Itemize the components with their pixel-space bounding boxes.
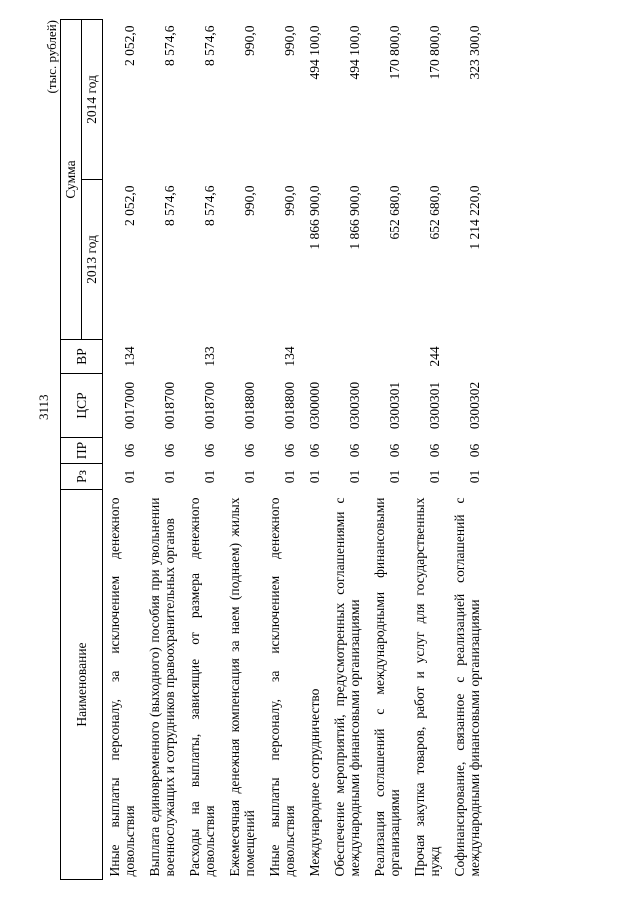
- row-sum-2013: 8 574,6: [162, 185, 177, 226]
- header-vr: ВР: [61, 340, 103, 374]
- row-pr: 06: [387, 443, 402, 458]
- table-row: [143, 19, 183, 879]
- row-csr: 0018800: [242, 381, 257, 430]
- row-rz: 01: [202, 469, 217, 484]
- units-note: (тыс. рублей): [44, 20, 59, 94]
- budget-table: [60, 19, 488, 880]
- header-name: Наименование: [61, 490, 103, 880]
- row-name: Прочая закупка товаров, работ и услуг для государственных нужд: [412, 497, 442, 877]
- row-pr: 06: [202, 443, 217, 458]
- table-row: [448, 19, 488, 879]
- table-header: [61, 19, 103, 879]
- row-sum-2013: 990,0: [242, 185, 257, 216]
- row-vr: 244: [427, 346, 442, 367]
- row-name: Софинансирование, связанное с реализацией соглашений с международными финансовыми организациями: [452, 497, 482, 877]
- row-vr: 133: [202, 346, 217, 367]
- row-csr: 0017000: [122, 381, 137, 430]
- row-pr: 06: [282, 443, 297, 458]
- row-csr: 0018800: [282, 381, 297, 430]
- header-year-2013: 2013 год: [82, 180, 103, 340]
- row-csr: 0300000: [307, 381, 322, 430]
- row-pr: 06: [122, 443, 137, 458]
- row-vr: [368, 340, 408, 374]
- row-sum-2013: 2 052,0: [122, 185, 137, 226]
- row-sum-2014: 2 052,0: [122, 25, 137, 66]
- row-name: Выплата единовременного (выходного) пособия при увольнении военнослужащих и сотрудников правоохранительных органов: [147, 497, 177, 877]
- row-rz: 01: [427, 469, 442, 484]
- row-vr: [448, 340, 488, 374]
- table-row: [303, 19, 328, 879]
- row-pr: 06: [467, 443, 482, 458]
- row-sum-2013: 1 214 220,0: [467, 185, 482, 250]
- row-sum-2014: 990,0: [282, 25, 297, 56]
- row-sum-2013: 1 866 900,0: [307, 185, 322, 250]
- row-sum-2014: 494 100,0: [347, 25, 362, 80]
- row-rz: 01: [307, 469, 322, 484]
- row-sum-2014: 8 574,6: [202, 25, 217, 66]
- row-pr: 06: [242, 443, 257, 458]
- row-sum-2014: 170 800,0: [387, 25, 402, 80]
- row-name: Ежемесячная денежная компенсация за наем (поднаем) жилых помещений: [227, 497, 257, 877]
- row-csr: 0300301: [387, 381, 402, 430]
- row-rz: 01: [282, 469, 297, 484]
- row-csr: 0018700: [162, 381, 177, 430]
- row-csr: 0300302: [467, 381, 482, 430]
- header-rz: Рз: [61, 464, 103, 490]
- rotated-page-content: [16, 20, 636, 880]
- header-year-2014: 2014 год: [82, 19, 103, 179]
- row-sum-2014: 990,0: [242, 25, 257, 56]
- row-rz: 01: [122, 469, 137, 484]
- table-row: [408, 19, 448, 879]
- row-rz: 01: [387, 469, 402, 484]
- table-row: [328, 19, 368, 879]
- row-pr: 06: [347, 443, 362, 458]
- row-rz: 01: [347, 469, 362, 484]
- row-pr: 06: [162, 443, 177, 458]
- table-row: [183, 19, 223, 879]
- row-sum-2014: 323 300,0: [467, 25, 482, 80]
- row-name: Реализация соглашений с международными финансовыми организациями: [372, 497, 402, 877]
- row-sum-2013: 990,0: [282, 185, 297, 216]
- table-row: [223, 19, 263, 879]
- row-pr: 06: [307, 443, 322, 458]
- row-name: Международное сотрудничество: [307, 688, 322, 877]
- row-vr: 134: [122, 346, 137, 367]
- row-sum-2014: 494 100,0: [307, 25, 322, 80]
- row-sum-2014: 170 800,0: [427, 25, 442, 80]
- row-name: Иные выплаты персоналу, за исключением денежного довольствия: [267, 497, 297, 877]
- row-sum-2014: 8 574,6: [162, 25, 177, 66]
- row-vr: [223, 340, 263, 374]
- row-rz: 01: [242, 469, 257, 484]
- row-sum-2013: 652 680,0: [427, 185, 442, 240]
- table-body: [103, 19, 489, 879]
- row-vr: [328, 340, 368, 374]
- row-pr: 06: [427, 443, 442, 458]
- row-sum-2013: 1 866 900,0: [347, 185, 362, 250]
- header-sum: Сумма: [61, 19, 82, 339]
- row-rz: 01: [162, 469, 177, 484]
- header-csr: ЦСР: [61, 374, 103, 438]
- row-csr: 0300300: [347, 381, 362, 430]
- row-csr: 0300301: [427, 381, 442, 430]
- row-name: Обеспечение мероприятий, предусмотренных соглашениями с международными финансовыми организациями: [332, 497, 362, 877]
- row-sum-2013: 652 680,0: [387, 185, 402, 240]
- table-row: [263, 19, 303, 879]
- header-pr: ПР: [61, 438, 103, 464]
- row-vr: [303, 340, 328, 374]
- row-vr: [143, 340, 183, 374]
- row-rz: 01: [467, 469, 482, 484]
- table-row: [103, 19, 144, 879]
- row-name: Расходы на выплаты, зависящие от размера денежного довольствия: [187, 497, 217, 877]
- row-name: Иные выплаты персоналу, за исключением денежного довольствия: [107, 497, 137, 877]
- row-sum-2013: 8 574,6: [202, 185, 217, 226]
- row-csr: 0018700: [202, 381, 217, 430]
- page-number: 3113: [36, 394, 51, 420]
- row-vr: 134: [282, 346, 297, 367]
- table-row: [368, 19, 408, 879]
